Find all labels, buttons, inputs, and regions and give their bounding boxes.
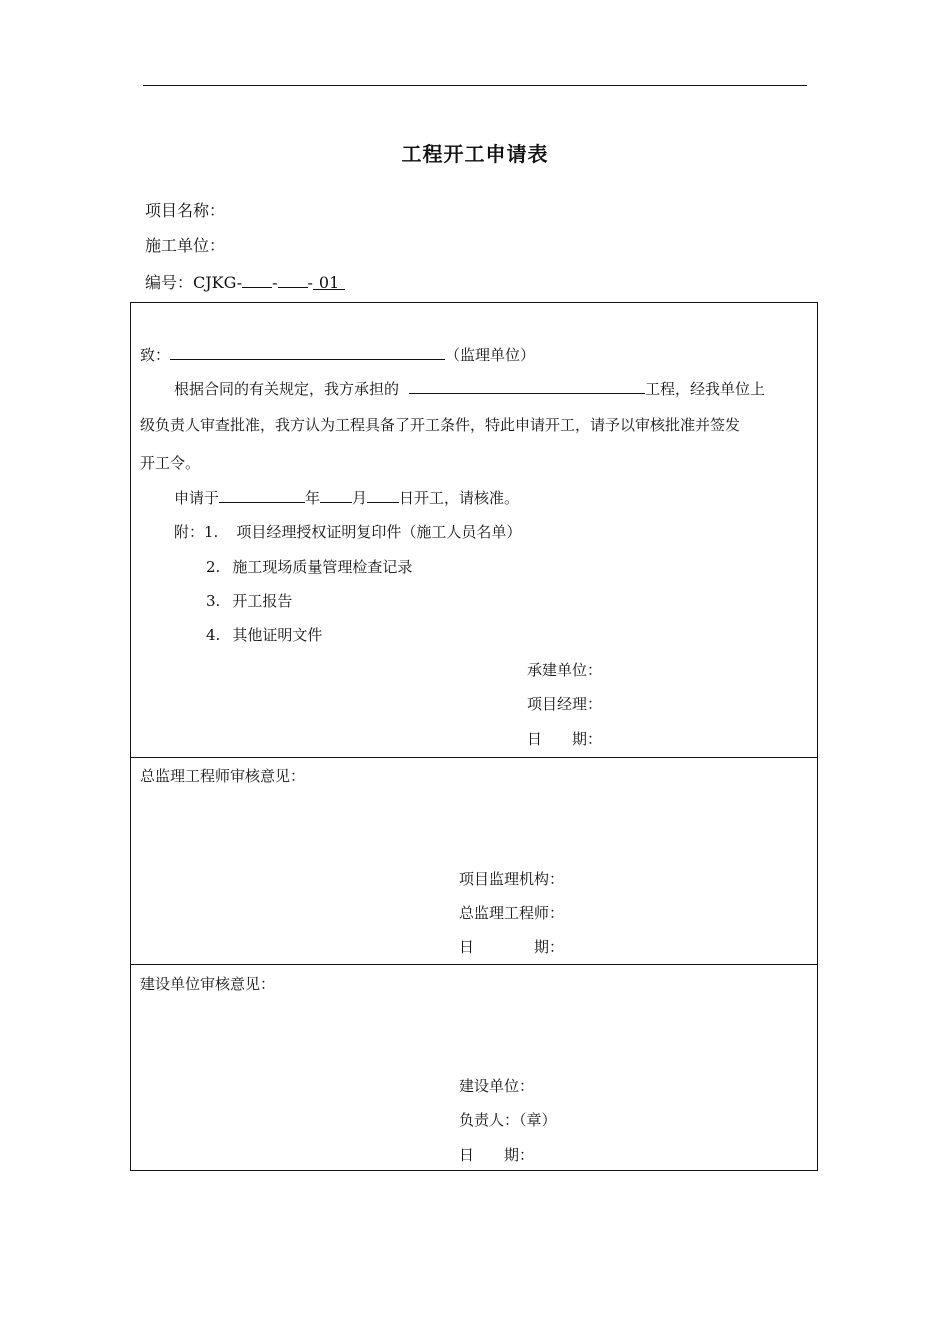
owner-review-section xyxy=(131,965,817,1171)
day-blank xyxy=(367,486,399,503)
addressee-line xyxy=(140,343,535,365)
chief-supervisor-review-heading: 总监理工程师审核意见： xyxy=(140,767,306,785)
application-date-sign: 日 期： xyxy=(527,730,603,748)
month-blank xyxy=(320,486,352,503)
attachment-item-1 xyxy=(174,521,521,542)
attachment-text: 施工现场质量管理检查记录 xyxy=(232,558,413,576)
supervision-org-sign: 项目监理机构： xyxy=(459,870,565,888)
body-line-2: 级负责人审查批准，我方认为工程具备了开工条件，特此申请开工，请予以审核批准并签发 xyxy=(140,416,741,434)
start-date-line xyxy=(174,486,519,508)
attachment-item-3 xyxy=(206,590,292,611)
attachment-item-4 xyxy=(206,624,322,645)
application-form xyxy=(130,302,818,1171)
contractor-line xyxy=(145,233,225,256)
day-suffix: 日开工，请核准。 xyxy=(399,489,520,507)
attachment-item-2 xyxy=(206,556,412,577)
body-line-1 xyxy=(174,377,765,399)
to-suffix: （监理单位） xyxy=(445,346,536,364)
form-number-line xyxy=(145,270,345,293)
page-title: 工程开工申请表 xyxy=(401,142,549,166)
to-label: 致： xyxy=(140,346,171,364)
review-date-sign: 日 期： xyxy=(459,938,565,956)
attachment-num: 3. xyxy=(206,592,221,610)
body-part-2: 工程，经我单位上 xyxy=(645,380,766,398)
contractor-label: 施工单位： xyxy=(145,236,226,255)
contractor-unit-sign: 承建单位： xyxy=(527,661,603,679)
project-name-label: 项目名称： xyxy=(145,201,226,220)
supervisor-unit-blank xyxy=(170,343,445,360)
project-manager-sign: 项目经理： xyxy=(527,695,603,713)
form-number-prefix: CJKG- xyxy=(193,273,243,292)
header-rule xyxy=(143,85,807,86)
year-label: 年 xyxy=(305,489,321,507)
body-line-3: 开工令。 xyxy=(140,454,201,472)
project-name-line xyxy=(145,198,225,221)
attachment-num: 2. xyxy=(206,558,221,576)
owner-unit-sign: 建设单位： xyxy=(459,1077,535,1095)
attachment-text: 开工报告 xyxy=(232,592,293,610)
attachment-text: 其他证明文件 xyxy=(232,626,323,644)
month-label: 月 xyxy=(352,489,368,507)
number-blank-2 xyxy=(278,271,308,288)
form-number-label: 编号： xyxy=(145,273,194,292)
application-section xyxy=(131,303,817,758)
attachment-num: 1. xyxy=(204,523,219,541)
attachment-text: 项目经理授权证明复印件（施工人员名单） xyxy=(236,523,522,541)
project-blank xyxy=(409,377,645,394)
responsible-person-sign: 负责人：（章） xyxy=(459,1111,557,1129)
form-number-sep-2: - xyxy=(307,273,313,292)
apply-prefix: 申请于 xyxy=(174,489,220,507)
form-number-suffix: 01 xyxy=(313,273,345,290)
attachment-num: 4. xyxy=(206,626,221,644)
form-number-sep-1: - xyxy=(272,273,278,292)
owner-review-heading: 建设单位审核意见： xyxy=(140,975,276,993)
number-blank-1 xyxy=(242,271,272,288)
year-blank xyxy=(219,486,305,503)
chief-engineer-sign: 总监理工程师： xyxy=(459,904,565,922)
chief-supervisor-review-section xyxy=(131,758,817,965)
owner-date-sign: 日 期： xyxy=(459,1146,535,1164)
body-part-1: 根据合同的有关规定，我方承担的 xyxy=(174,380,400,398)
attach-label: 附： xyxy=(174,523,205,541)
